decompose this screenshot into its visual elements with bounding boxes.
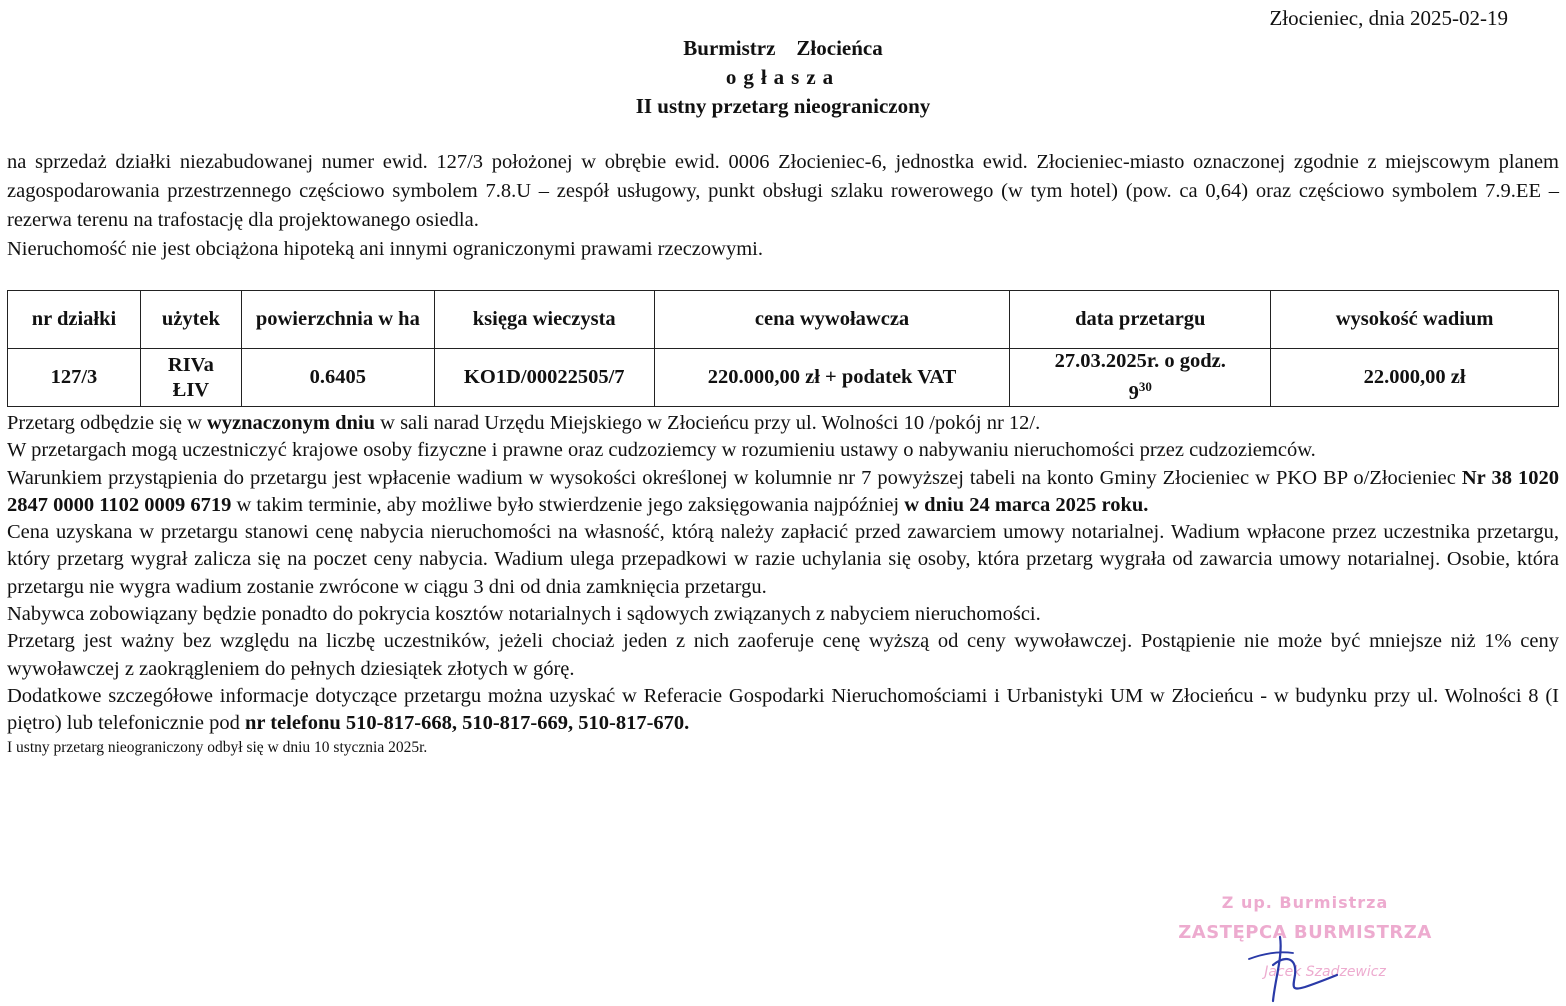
document-header (0, 34, 1566, 121)
intro-section (7, 148, 1559, 264)
data-przetargu-hour: $9^{30}$ (1128, 379, 1152, 404)
handwritten-signature (1245, 935, 1355, 1005)
table-row (8, 349, 1559, 407)
header-powierzchnia: powierzchnia w ha (241, 291, 434, 349)
paragraph-deposit: Warunkiem przystąpienia do przetargu jest wpłacenie wadium w wysokości określonej w kolumnie nr 7 powyższej tabeli na konto Gminy Złocieniec w PKO BP o/Złocieniec Nr 38 1020 2847 0000 1102 0009 6719 w takim terminie, aby możliwe było stwierdzenie jego zaksięgowania najpóźniej w dniu 24 marca 2025 roku. (7, 466, 1559, 516)
header-data: data przetargu (1010, 291, 1271, 349)
conditions-section (7, 410, 1559, 758)
header-ksiega: księga wieczysta (434, 291, 654, 349)
intro-paragraph-property: na sprzedaż działki niezabudowanej numer ewid. 127/3 położonej w obrębie ewid. 0006 Złocieniec-6, jednostka ewid. Złocieniec-miasto oznaczonej zgodnie z miejscowym planem zagospodarowania przestrzennego częściowo symbolem 7.8.U – zespół usługowy, punkt obsługi szlaku rowerowego (w tym hotel) (pow. ca 0,64) oraz częściowo symbolem 7.9.EE – rezerwa terenu na trafostację dla projektowanego osiedla. (7, 151, 1559, 231)
cell-cena: 220.000,00 zł + podatek VAT (654, 349, 1010, 407)
paragraph-price: Cena uzyskana w przetargu stanowi cenę nabycia nieruchomości na własność, którą należy zapłacić przed zawarciem umowy notarialnej. Wadium wpłacone przez uczestnika przetargu, który przetarg wygrał zalicza się na poczet ceny nabycia. Wadium ulega przepadkowi w razie uchylania się osoby, która przetarg wygrała od zawarcia umowy notarialnej. Osobie, która przetargu nie wygra wadium zostanie zwrócone w ciągu 3 dni od dnia zamknięcia przetargu. (7, 521, 1559, 598)
intro-paragraph-encumbrance: Nieruchomość nie jest obciążona hipoteką ani innymi ograniczonymi prawami rzeczowymi. (7, 238, 763, 260)
paragraph-eligibility: W przetargach mogą uczestniczyć krajowe osoby fizyczne i prawne oraz cudzoziemcy w rozumieniu ustawy o nabywaniu nieruchomości przez cudzoziemców. (7, 439, 1316, 462)
stamp-line-2: ZASTĘPCA BURMISTRZA (1178, 922, 1432, 943)
header-nr-dzialki: nr działki (8, 291, 141, 349)
cell-powierzchnia: 0.6405 (241, 349, 434, 407)
cell-uzytek (140, 349, 241, 407)
cell-ksiega: KO1D/00022505/7 (434, 349, 654, 407)
document-date: Złocieniec, dnia 2025-02-19 (1269, 6, 1508, 30)
uzytek-line-1: RIVa (167, 353, 214, 376)
property-table (7, 290, 1559, 407)
data-przetargu-date: 27.03.2025r. o godz. (1054, 350, 1226, 373)
header-wadium: wysokość wadium (1271, 291, 1559, 349)
paragraph-validity: Przetarg jest ważny bez względu na liczbę uczestników, jeżeli chociaż jeden z nich zaoferuje cenę wyższą od ceny wywoławczej. Postąpienie nie może być mniejsze niż 1% ceny wywoławczej z zaokrągleniem do pełnych dziesiątek złotych w górę. (7, 630, 1559, 680)
paragraph-venue: Przetarg odbędzie się w wyznaczonym dniu w sali narad Urzędu Miejskiego w Złocieńcu przy ul. Wolności 10 /pokój nr 12/. (7, 412, 1041, 434)
header-cena: cena wywoławcza (654, 291, 1010, 349)
cell-wadium: 22.000,00 zł (1271, 349, 1559, 407)
stamp-line-3: Jacek Szadzewicz (1264, 964, 1386, 980)
paragraph-costs: Nabywca zobowiązany będzie ponadto do pokrycia kosztów notarialnych i sądowych związanych z nabyciem nieruchomości. (7, 603, 1041, 626)
announcement-verb: ogłasza (725, 65, 841, 89)
cell-nr-dzialki: 127/3 (8, 349, 141, 407)
table-header-row (8, 291, 1559, 349)
announcement-title: II ustny przetarg nieograniczony (635, 94, 931, 118)
cell-data (1010, 349, 1271, 407)
issuer-title: Burmistrz Złocieńca (683, 36, 883, 60)
paragraph-previous-auction: I ustny przetarg nieograniczony odbył się w dniu 10 stycznia 2025r. (7, 738, 428, 756)
paragraph-contact: Dodatkowe szczegółowe informacje dotyczące przetargu można uzyskać w Referacie Gospodarki Nieruchomościami i Urbanistyki UM w Złocieńcu - w budynku przy ul. Wolności 8 (I piętro) lub telefonicznie pod nr telefonu 510-817-668, 510-817-669, 510-817-670. (7, 684, 1559, 735)
header-uzytek: użytek (140, 291, 241, 349)
stamp-line-1: Z up. Burmistrza (1221, 893, 1389, 912)
uzytek-line-2: ŁIV (172, 378, 210, 401)
